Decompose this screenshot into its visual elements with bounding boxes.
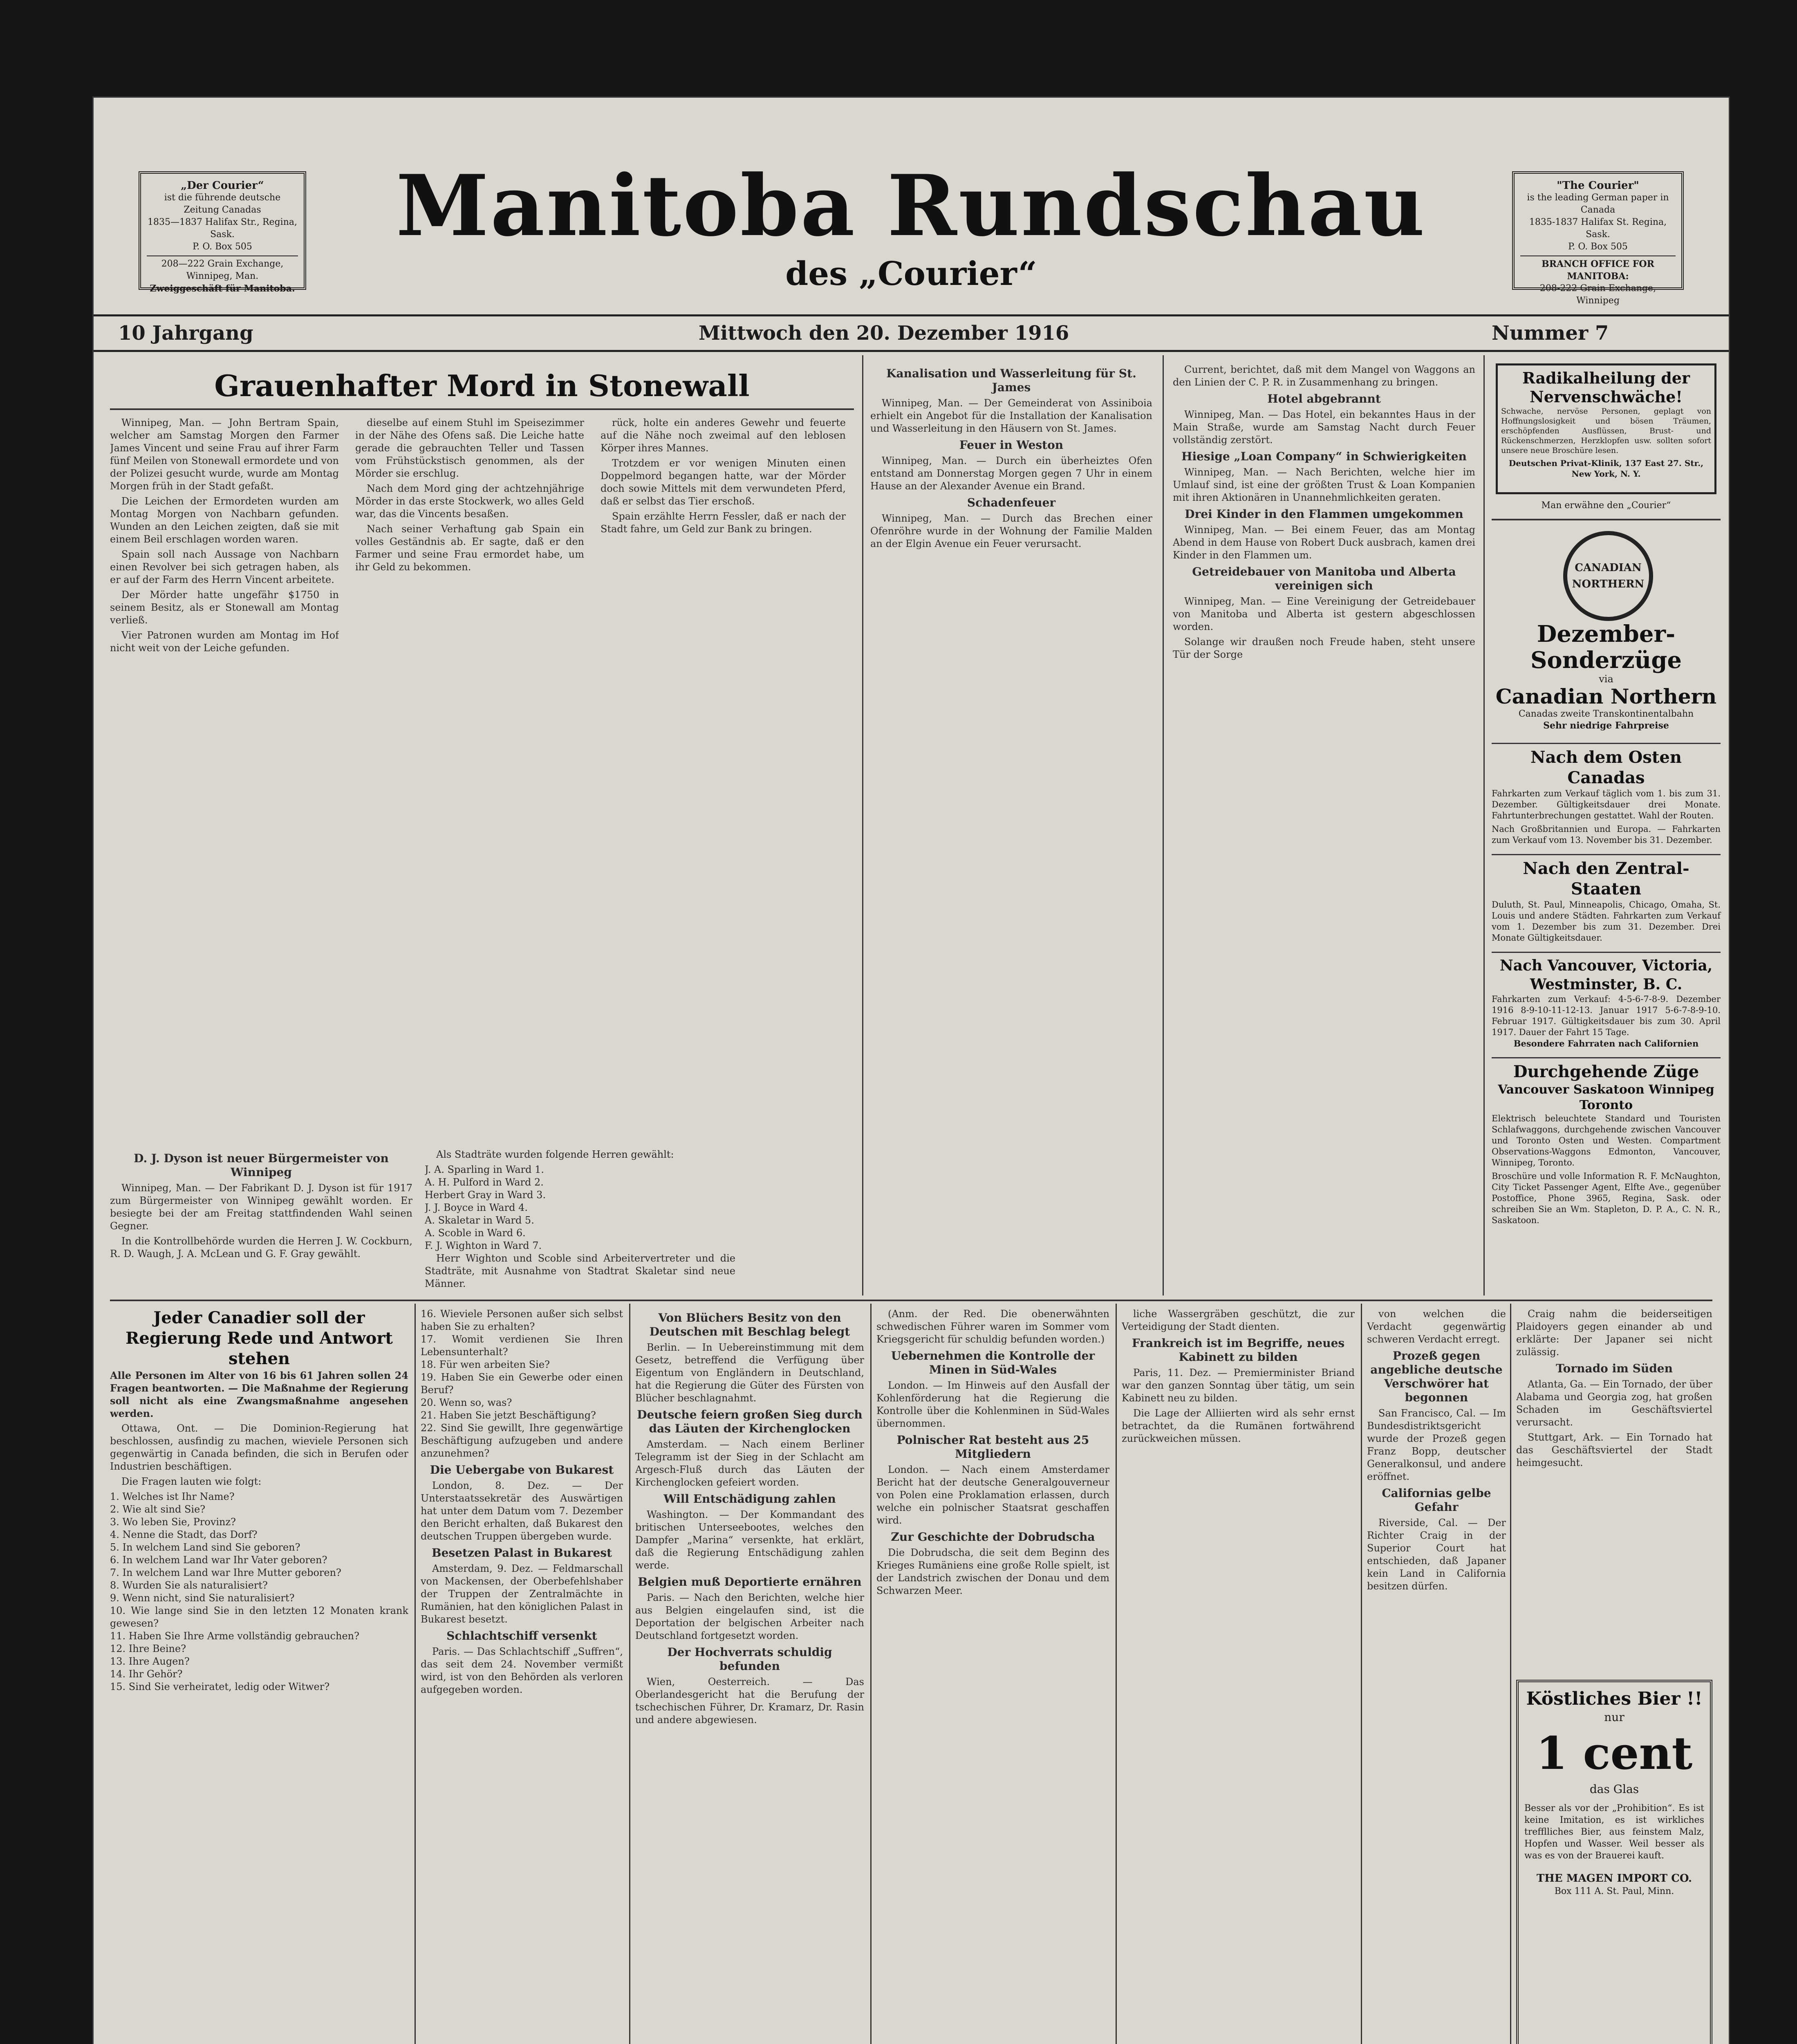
article-paragraph: Paris. — Nach den Berichten, welche hier aus Belgien eingelaufen sind, ist die Deportation der belgischen Arbeiter nach Deutschland fortgesetzt worden.: [635, 1592, 864, 1641]
ward-entry: F. J. Wighton in Ward 7.: [425, 1240, 542, 1251]
news-headline: Deutsche feiern großen Sieg durch das Läuten der Kirchenglocken: [637, 1408, 863, 1435]
volume-label: 10 Jahrgang: [118, 322, 253, 345]
east-body: Fahrkarten zum Verkauf täglich vom 1. bis zum 31. Dezember. Gültigkeitsdauer drei Monate. Fahrtunterbrechungen gestattet. Wahl der Routen.: [1492, 789, 1721, 820]
article-paragraph: Der Mörder hatte ungefähr $1750 in seinem Besitz, als er Stonewall am Montag verließ.: [110, 589, 339, 626]
lower-column-3: [635, 1308, 864, 2044]
news-headline: Hotel abgebrannt: [1267, 392, 1381, 406]
news-headline: Drei Kinder in den Flammen umgekommen: [1185, 507, 1463, 521]
article-paragraph: Winnipeg, Man. — Bei einem Feuer, das am Montag Abend in dem Hause von Robert Duck ausbrach, kamen drei Kinder in den Flammen um.: [1173, 524, 1475, 561]
column-rule: [1361, 1304, 1362, 2044]
right-box-line4: P. O. Box 505: [1568, 242, 1628, 252]
news-headline: Californias gelbe Gefahr: [1382, 1486, 1491, 1514]
ward-entry: J. A. Sparling in Ward 1.: [425, 1164, 544, 1175]
news-headline: Uebernehmen die Kontrolle der Minen in Süd-Wales: [891, 1349, 1095, 1376]
ward-entry: A. Skaletar in Ward 5.: [425, 1215, 534, 1226]
article-paragraph: von welchen die Verdacht gegenwärtig schweren Verdacht erregt.: [1367, 1308, 1506, 1345]
news-column-5: [1173, 363, 1475, 1287]
census-question: 14. Ihr Gehör?: [110, 1668, 183, 1680]
article-paragraph: London. — Nach einem Amsterdamer Bericht hat der deutsche Generalgouverneur von Polen eine Proklamation erlassen, durch welche ein polnischer Staatsrat geschaffen wird.: [876, 1464, 1109, 1526]
ward-entry: J. J. Boyce in Ward 4.: [425, 1202, 528, 1213]
news-headline: Prozeß gegen angebliche deutsche Verschwörer hat begonnen: [1370, 1349, 1503, 1404]
masthead-title: Manitoba Rundschau: [396, 157, 1427, 255]
beer-ad-title: Köstliches Bier !!: [1526, 1688, 1703, 1709]
news-headline: Schadenfeuer: [967, 496, 1056, 509]
logo-line2: NORTHERN: [1572, 578, 1645, 590]
news-headline: Polnischer Rat besteht aus 25 Mitgliedern: [896, 1433, 1089, 1461]
census-question: 20. Wenn so, was?: [421, 1397, 512, 1408]
article-paragraph: Stuttgart, Ark. — Ein Tornado hat das Geschäftsviertel der Stadt heimgesucht.: [1516, 1432, 1712, 1468]
article-paragraph: Ottawa, Ont. — Die Dominion-Regierung hat beschlossen, ausfindig zu machen, wieviele Personen sich gegenwärtig in Canada befinden, die sich in Berufen oder Industrien beschäftigen.: [110, 1423, 408, 1472]
article-paragraph: London. — Im Hinweis auf den Ausfall der Kohlenförderung hat die Regierung die Kontrolle über die Kohlenminen in Süd-Wales übernommen.: [876, 1380, 1109, 1429]
newspaper-page: [92, 96, 1730, 2044]
census-question: 2. Wie alt sind Sie?: [110, 1504, 206, 1515]
issue-date: Mittwoch den 20. Dezember 1916: [699, 322, 1069, 345]
census-question: 21. Haben Sie jetzt Beschäftigung?: [421, 1410, 596, 1421]
article-paragraph: Nach seiner Verhaftung gab Spain ein volles Geständnis ab. Er sagte, daß er den Farmer und seine Frau ermordet habe, um ihr Geld zu bekommen.: [355, 523, 584, 573]
census-article: [110, 1308, 408, 2044]
article-paragraph: Amsterdam. — Nach einem Berliner Telegramm ist der Sieg in der Schlacht am Argesch-Fluß durch das Läuten der Kirchenglocken gefeiert worden.: [635, 1439, 864, 1488]
news-headline: Getreidebauer von Manitoba und Alberta vereinigen sich: [1192, 565, 1456, 592]
left-box-line1: „Der Courier“: [181, 179, 264, 192]
right-info-box: [1512, 171, 1684, 306]
news-headline: Belgien muß Deportierte ernähren: [638, 1575, 862, 1589]
census-question: 3. Wo leben Sie, Provinz?: [110, 1516, 236, 1528]
railway-ad-title: Dezember-Sonderzüge: [1530, 621, 1682, 674]
census-question: 5. In welchem Land sind Sie geboren?: [110, 1542, 300, 1553]
article-paragraph: Winnipeg, Man. — Nach Berichten, welche hier im Umlauf sind, ist eine der größten Trust & Loan Kompanien mit ihren Aktionären in Unannehmlichkeiten geraten.: [1173, 466, 1475, 503]
article-paragraph: Winnipeg, Man. — John Bertram Spain, welcher am Samstag Morgen den Farmer James Vincent und seine Frau auf ihrer Farm fünf Meilen von Stonewall ermordete und von der Polizei gesucht wurde, wurde am Montag Morgen früh in der Stadt gefaßt.: [110, 417, 339, 492]
article-paragraph: Spain erzählte Herrn Fessler, daß er nach der Stadt fahre, um Geld zur Bank zu bringen.: [600, 511, 846, 535]
column-rule: [415, 1304, 416, 2044]
column-rule: [1116, 1304, 1117, 2044]
beer-ad-nur: nur: [1604, 1710, 1624, 1724]
article-paragraph: Paris. — Das Schlachtschiff „Suffren“, das seit dem 24. November vermißt wird, ist von den Behörden als verloren aufgegeben worden.: [421, 1646, 623, 1695]
lower-column-2: [421, 1308, 623, 2044]
article-paragraph: Winnipeg, Man. — Durch ein überheiztes Ofen entstand am Donnerstag Morgen gegen 7 Uhr in einem Hause an der Alexander Avenue ein Brand.: [870, 455, 1152, 492]
census-question: 16. Wieviele Personen außer sich selbst haben Sie zu erhalten?: [421, 1308, 623, 1332]
article-paragraph: Die Lage der Alliierten wird als sehr ernst betrachtet, da die Rumänen fortwährend zurückweichen müssen.: [1122, 1407, 1355, 1444]
lower-column-7: [1516, 1308, 1712, 1663]
ward-entry: A. H. Pulford in Ward 2.: [425, 1177, 544, 1188]
headline-rule: [110, 408, 854, 410]
census-question: 11. Haben Sie Ihre Arme vollständig gebrauchen?: [110, 1630, 359, 1642]
census-question: 18. Für wen arbeiten Sie?: [421, 1359, 550, 1370]
left-info-box: [139, 171, 306, 294]
news-headline: Tornado im Süden: [1556, 1362, 1673, 1375]
ad-title: Radikalheilung der Nervenschwäche!: [1522, 369, 1690, 406]
vancouver-title: Nach Vancouver, Victoria, Westminster, B. C.: [1492, 952, 1721, 994]
census-question: 7. In welchem Land war Ihre Mutter geboren?: [110, 1567, 341, 1578]
main-headline: Grauenhafter Mord in Stonewall: [214, 368, 750, 403]
nerve-cure-ad: [1496, 363, 1716, 494]
article-paragraph: Vier Patronen wurden am Montag im Hof nicht weit von der Leiche gefunden.: [110, 630, 339, 654]
article-paragraph: Riverside, Cal. — Der Richter Craig in der Superior Court hat entschieden, daß Japaner kein Land in California besitzen dürfen.: [1367, 1517, 1506, 1592]
news-headline: D. J. Dyson ist neuer Bürgermeister von Winnipeg: [134, 1152, 389, 1179]
news-headline: Die Uebergabe von Bukarest: [430, 1463, 614, 1477]
census-question: 9. Wenn nicht, sind Sie naturalisiert?: [110, 1592, 295, 1604]
article-paragraph: liche Wassergräben geschützt, die zur Verteidigung der Stadt dienten.: [1122, 1308, 1355, 1332]
logo-line1: CANADIAN: [1575, 562, 1642, 574]
right-box-line6: 208-222 Grain Exchange, Winnipeg: [1539, 283, 1656, 306]
ward-entry: A. Scoble in Ward 6.: [425, 1227, 526, 1239]
railway-via: via: [1599, 673, 1613, 685]
news-headline: Will Entschädigung zahlen: [663, 1492, 836, 1506]
left-box-line5: 208—222 Grain Exchange, Winnipeg, Man.: [147, 256, 298, 282]
census-headline: Jeder Canadier soll der Regierung Rede und Antwort stehen: [125, 1308, 393, 1368]
column-rule: [870, 1304, 872, 2044]
left-box-line3: 1835—1837 Halifax Str., Regina, Sask.: [148, 217, 297, 240]
article-paragraph: Wien, Oesterreich. — Das Oberlandesgericht hat die Berufung der tschechischen Führer, Dr. Kramarz, Dr. Rasin und andere abgewiesen.: [635, 1676, 864, 1726]
article-paragraph: Spain soll nach Aussage von Nachbarn einen Revolver bei sich getragen haben, als er auf der Farm des Herrn Vincent arbeitete.: [110, 549, 339, 585]
article-paragraph: Current, berichtet, daß mit dem Mangel von Waggons an den Linien der C. P. R. in Zusammenhang zu bringen.: [1173, 364, 1475, 388]
ad-address: Deutschen Privat-Klinik, 137 East 27. Str., New York, N. Y.: [1508, 458, 1704, 479]
through-trains-contact: Broschüre und volle Information R. F. McNaughton, City Ticket Passenger Agent, Elfte Ave., gegenüber Postoffice, Phone 3965, Regina, Sask. oder schreiben Sie an Wm. Stapleton, D. P. A., C. N. R., Saskatoon.: [1492, 1171, 1721, 1225]
census-question: 19. Haben Sie ein Gewerbe oder einen Beruf?: [421, 1372, 623, 1396]
ad-body: Schwache, nervöse Personen, geplagt von Hoffnungslosigkeit und bösen Träumen, erschöpfenden Ausflüssen, Brust- und Rückenschmerzen, Herzklopfen usw. sollten sofort unsere neue Broschüre lesen.: [1501, 407, 1711, 455]
census-question: 12. Ihre Beine?: [110, 1643, 186, 1654]
article-paragraph: Winnipeg, Man. — Durch das Brechen einer Ofenröhre wurde in der Wohnung der Familie Malden an der Elgin Avenue ein Feuer verursacht.: [870, 513, 1152, 549]
railway-ad: [1492, 621, 1721, 1226]
railway-name: Canadian Northern: [1495, 684, 1717, 708]
main-article-column-1: [110, 417, 339, 1128]
central-title: Nach den Zentral-Staaten: [1492, 854, 1721, 899]
census-question: 8. Wurden Sie als naturalisiert?: [110, 1580, 268, 1591]
beer-ad-address: Box 111 A. St. Paul, Minn.: [1554, 1886, 1674, 1896]
vancouver-note: Besondere Fahrraten nach Californien: [1513, 1038, 1699, 1049]
dyson-article: [110, 1148, 412, 1304]
beer-ad-company: THE MAGEN IMPORT CO.: [1536, 1872, 1692, 1885]
ad-divider: [1492, 519, 1721, 520]
article-paragraph: Paris, 11. Dez. — Premierminister Briand war den ganzen Sonntag über tätig, um sein Kabinett neu zu bilden.: [1122, 1367, 1355, 1404]
article-paragraph: Die Dobrudscha, die seit dem Beginn des Krieges Rumäniens eine große Rolle spielt, ist der Landstrich zwischen der Donau und dem Schwarzen Meer.: [876, 1547, 1109, 1596]
article-paragraph: Amsterdam, 9. Dez. — Feldmarschall von Mackensen, der Oberbefehlshaber der Truppen der Zentralmächte in Rumänien, hat den königlichen Palast in Bukarest besetzt.: [421, 1563, 623, 1625]
vancouver-body: Fahrkarten zum Verkauf: 4-5-6-7-8-9. Dezember 1916 8-9-10-11-12-13. Januar 1917 5-6-7-8-9-10. Februar 1917. Gültigkeitsdauer bis zum 30. April 1917. Dauer der Fahrt 15 Tage.: [1492, 994, 1721, 1037]
ward-entry: Herbert Gray in Ward 3.: [425, 1189, 546, 1201]
through-trains-route: Vancouver Saskatoon Winnipeg Toronto: [1498, 1083, 1714, 1112]
lower-column-6: [1367, 1308, 1506, 2044]
article-paragraph: Herr Wighton und Scoble sind Arbeitervertreter und die Stadträte, mit Ausnahme von Stadtrat Skaletar sind neue Männer.: [425, 1253, 735, 1289]
article-paragraph: Winnipeg, Man. — Der Fabrikant D. J. Dyson ist für 1917 zum Bürgermeister von Winnipeg gewählt worden. Er besiegte bei der am Freitag stattfindenden Wahl seinen Gegner.: [110, 1182, 412, 1232]
census-question: 1. Welches ist Ihr Name?: [110, 1491, 235, 1502]
census-question: 4. Nenne die Stadt, das Dorf?: [110, 1529, 258, 1540]
article-paragraph: (Anm. der Red. Die obenerwähnten schwedischen Führer waren im Sommer vom Kriegsgericht für schuldig befunden worden.): [876, 1308, 1109, 1345]
east-title: Nach dem Osten Canadas: [1492, 743, 1721, 788]
census-question: 22. Sind Sie gewillt, Ihre gegenwärtige Beschäftigung aufzugeben und andere anzunehmen?: [421, 1422, 623, 1459]
article-paragraph: rück, holte ein anderes Gewehr und feuerte auf die Nähe noch zweimal auf den leblosen Körper ihres Mannes.: [600, 417, 846, 454]
census-question: 15. Sind Sie verheiratet, ledig oder Witwer?: [110, 1681, 330, 1692]
council-wards-list: [425, 1148, 735, 1304]
column-rule: [1510, 1304, 1511, 2044]
news-headline: Besetzen Palast in Bukarest: [431, 1546, 612, 1560]
article-paragraph: Die Fragen lauten wie folgt:: [121, 1476, 262, 1487]
main-article-column-2: [355, 417, 584, 1128]
through-trains-title: Durchgehende Züge: [1492, 1057, 1721, 1082]
lower-column-4: [876, 1308, 1109, 2044]
column-rule: [862, 355, 863, 1295]
article-paragraph: Washington. — Der Kommandant des britischen Unterseebootes, welches den Dampfer „Marina“ versenkte, hat erklärt, daß die Regierung Entschädigung zahlen werde.: [635, 1509, 864, 1571]
article-paragraph: Winnipeg, Man. — Der Gemeinderat von Assiniboia erhielt ein Angebot für die Installation der Kanalisation und Wasserleitung in den Häusern von St. James.: [870, 397, 1152, 434]
article-paragraph: Die Leichen der Ermordeten wurden am Montag Morgen von Nachbarn gefunden. Wunden an den Leichen zeigten, daß sie mit einem Beil erschlagen worden waren.: [110, 495, 339, 545]
article-paragraph: Berlin. — In Uebereinstimmung mit dem Gesetz, betreffend die Verfügung über Eigentum von Engländern in Deutschland, hat die Regierung die Güter des Fürsten von Blücher beschlagnahmt.: [635, 1342, 864, 1404]
lower-column-5: [1122, 1308, 1355, 2044]
news-headline: Der Hochverrats schuldig befunden: [667, 1645, 832, 1673]
column-rule: [1163, 355, 1164, 1295]
beer-ad-body: Besser als vor der „Prohibition“. Es ist keine Imitation, es ist wirkliches trefflliches Bier, aus feinstem Malz, Hopfen und Wasser. Weil besser als was es von der Brauerei kauft.: [1524, 1803, 1704, 1861]
beer-ad: [1516, 1680, 1712, 2044]
census-question: 10. Wie lange sind Sie in den letzten 12 Monaten krank gewesen?: [110, 1605, 408, 1629]
column-rule: [1483, 355, 1485, 1295]
news-headline: Zur Geschichte der Dobrudscha: [891, 1530, 1095, 1544]
news-headline: Kanalisation und Wasserleitung für St. James: [886, 367, 1136, 394]
canadian-northern-logo: [1563, 531, 1653, 621]
census-question: 13. Ihre Augen?: [110, 1656, 190, 1667]
right-box-line2: is the leading German paper in Canada: [1527, 193, 1669, 215]
article-paragraph: Craig nahm die beiderseitigen Plaidoyers gegen einander ab und erklärte: Der Japaner sei nicht zulässig.: [1516, 1308, 1712, 1358]
right-box-line3: 1835-1837 Halifax St. Regina, Sask.: [1529, 217, 1667, 240]
article-paragraph: Als Stadträte wurden folgende Herren gewählt:: [436, 1149, 674, 1160]
news-headline: Hiesige „Loan Company“ in Schwierigkeiten: [1181, 450, 1467, 463]
article-paragraph: San Francisco, Cal. — Im Bundesdistriktsgericht wurde der Prozeß gegen Franz Bopp, deutscher Generalkonsul, und andere eröffnet.: [1367, 1407, 1506, 1482]
left-box-line2: ist die führende deutsche Zeitung Canadas: [164, 193, 281, 215]
article-paragraph: Winnipeg, Man. — Eine Vereinigung der Getreidebauer von Manitoba und Alberta ist gestern abgeschlossen worden.: [1173, 596, 1475, 632]
news-headline: Feuer in Weston: [959, 438, 1064, 452]
ad-note: Man erwähne den „Courier“: [1541, 500, 1671, 511]
beer-ad-glas: das Glas: [1589, 1782, 1639, 1796]
census-subhead: Alle Personen im Alter von 16 bis 61 Jahren sollen 24 Fragen beantworten. — Die Maßnahme der Regierung soll nicht als eine Zwangsmaßnahme angesehen werden.: [110, 1369, 408, 1419]
masthead: [339, 159, 1483, 294]
main-article-column-3: [600, 417, 846, 1128]
news-headline: Von Blüchers Besitz von den Deutschen mit Beschlag belegt: [649, 1311, 850, 1338]
right-box-line1: "The Courier": [1557, 179, 1639, 192]
article-paragraph: In die Kontrollbehörde wurden die Herren J. W. Cockburn, R. D. Waugh, J. A. McLean und G. F. Gray gewählt.: [110, 1235, 412, 1260]
article-paragraph: Winnipeg, Man. — Das Hotel, ein bekanntes Haus in der Main Straße, wurde am Samstag Nacht durch Feuer vollständig zerstört.: [1173, 409, 1475, 446]
left-box-line6: Zweiggeschäft für Manitoba.: [150, 283, 295, 294]
masthead-subtitle: des „Courier“: [785, 254, 1037, 293]
railway-sub2: Sehr niedrige Fahrpreise: [1543, 720, 1669, 731]
through-trains-body: Elektrisch beleuchtete Standard und Touristen Schlafwaggons, durchgehende zwischen Vancouver und Toronto Osten und Westen. Compartment Observations-Waggons Edmonton, Vancouver, Winnipeg, Toronto.: [1492, 1114, 1721, 1168]
article-paragraph: Nach dem Mord ging der achtzehnjährige Mörder in das erste Stockwerk, wo alles Geld war, das die Vincents besaßen.: [355, 483, 584, 520]
article-paragraph: London, 8. Dez. — Der Unterstaatssekretär des Auswärtigen hat unter dem Datum vom 7. Dezember den Bericht erhalten, daß Bukarest den deutschen Truppen übergeben wurde.: [421, 1480, 623, 1542]
census-question: 17. Womit verdienen Sie Ihren Lebensunterhalt?: [421, 1334, 623, 1358]
central-body: Duluth, St. Paul, Minneapolis, Chicago, Omaha, St. Louis und andere Städten. Fahrkarten zum Verkauf vom 1. Dezember bis zum 31. Dezember. Drei Monate Gültigkeitsdauer.: [1492, 900, 1721, 943]
issue-number: Nummer 7: [1492, 322, 1609, 345]
right-box-line5: BRANCH OFFICE FOR MANITOBA:: [1520, 256, 1676, 282]
article-paragraph: Atlanta, Ga. — Ein Tornado, der über Alabama und Georgia zog, hat großen Schaden im Geschäftsviertel verursacht.: [1516, 1378, 1712, 1428]
east-body-2: Nach Großbritannien und Europa. — Fahrkarten zum Verkauf vom 13. November bis 31. Dezember.: [1492, 824, 1721, 845]
news-headline: Schlachtschiff versenkt: [446, 1629, 597, 1643]
news-headline: Frankreich ist im Begriffe, neues Kabinett zu bilden: [1132, 1336, 1345, 1364]
beer-ad-price: 1 cent: [1536, 1727, 1693, 1780]
railway-sub1: Canadas zweite Transkontinentalbahn: [1518, 709, 1694, 719]
news-column-4: [870, 363, 1152, 1287]
article-paragraph: dieselbe auf einem Stuhl im Speisezimmer in der Nähe des Ofens saß. Die Leiche hatte gerade die gebrauchten Teller und Tassen vom Frühstückstisch genommen, als der Mörder sie erschlug.: [355, 417, 584, 479]
dateline-bar: [94, 314, 1729, 352]
left-box-line4: P. O. Box 505: [193, 242, 252, 252]
article-paragraph: Solange wir draußen noch Freude haben, steht unsere Tür der Sorge: [1173, 636, 1475, 660]
census-question: 6. In welchem Land war Ihr Vater geboren?: [110, 1554, 327, 1566]
column-rule: [629, 1304, 630, 2044]
article-paragraph: Trotzdem er vor wenigen Minuten einen Doppelmord begangen hatte, war der Mörder doch sowie Mittels mit dem verwundeten Pferd, daß er selbst das Tier erschoß.: [600, 457, 846, 507]
